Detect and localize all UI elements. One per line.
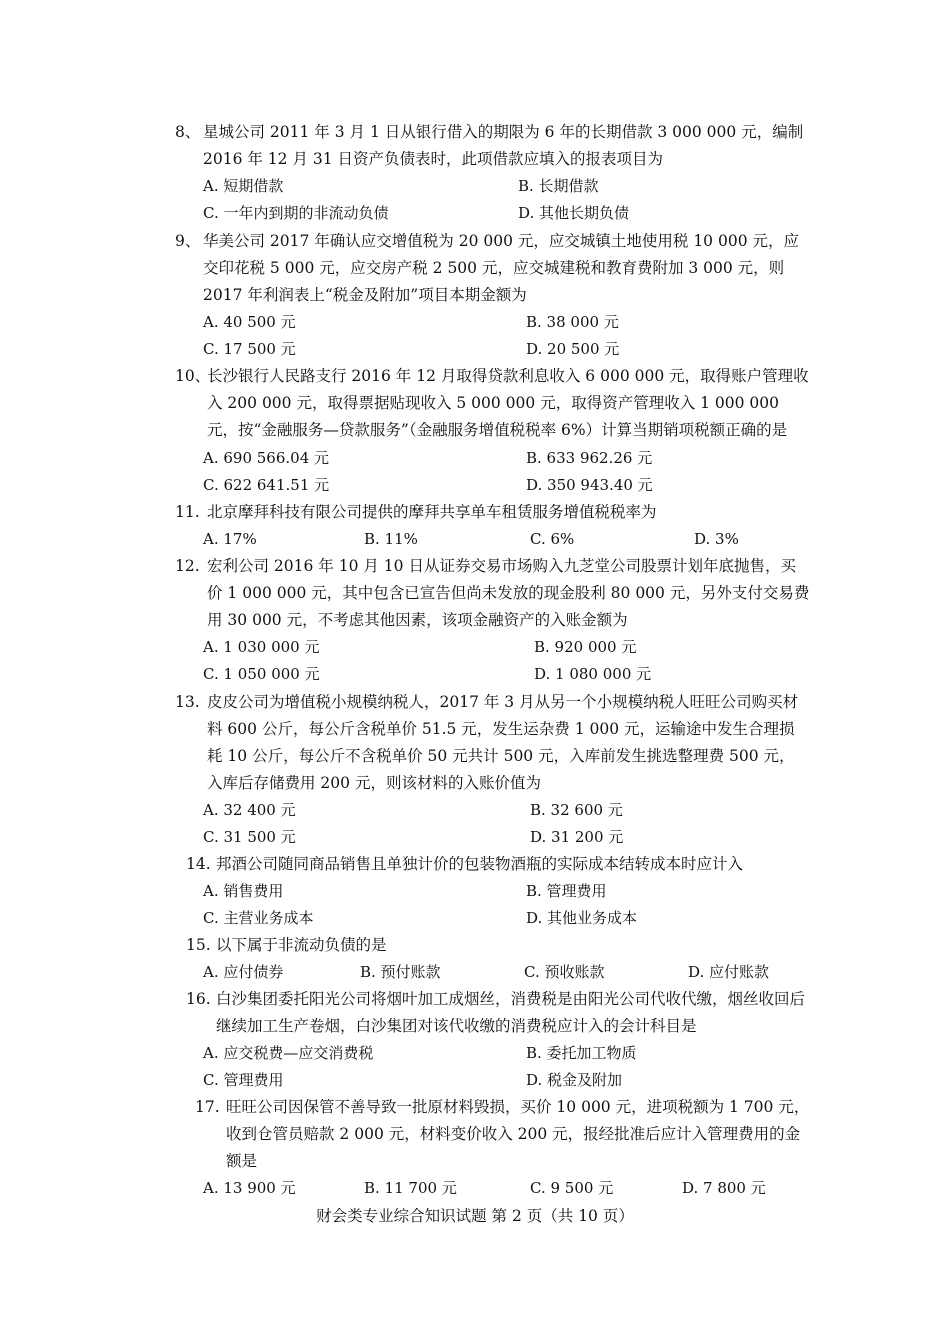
option-b: B. 633 962.26 元 xyxy=(526,449,653,467)
question-text: 旺旺公司因保管不善导致一批原材料毁损，买价 10 000 元，进项税额为 1 700 元，收到仓管员赔款 2 000 元，材料变价收入 200 元，报经批准后应计入管理费用的金额是 xyxy=(226,1098,810,1170)
option-a: A. 应付债券 xyxy=(203,963,284,981)
question-number: 8、 xyxy=(175,123,201,141)
question-text: 白沙集团委托阳光公司将烟叶加工成烟丝，消费税是由阳光公司代收代缴，烟丝收回后继续加工生产卷烟，白沙集团对该代收缴的消费税应计入的会计科目是 xyxy=(216,990,806,1035)
option-d: D. 应付账款 xyxy=(688,963,770,981)
option-c: C. 主营业务成本 xyxy=(203,909,314,927)
option-a: A. 17% xyxy=(203,530,257,548)
option-c: C. 一年内到期的非流动负债 xyxy=(203,204,389,222)
question-text: 北京摩拜科技有限公司提供的摩拜共享单车租赁服务增值税税率为 xyxy=(207,503,657,521)
option-a: A. 1 030 000 元 xyxy=(203,638,320,656)
question-number: 15. xyxy=(186,936,211,954)
option-d: D. 其他长期负债 xyxy=(518,204,630,222)
option-b: B. 11% xyxy=(364,530,418,548)
question-number: 12. xyxy=(175,557,200,575)
question-text: 长沙银行人民路支行 2016 年 12 月取得贷款利息收入 6 000 000 元，取得账户管理收入 200 000 元，取得票据贴现收入 5 000 000 元，取得资产管理收入 1 000 000 元，按“金融服务—贷款服务”（金融服务增值税税率 6%）计算当期销项税额正确的是 xyxy=(207,367,809,439)
question-number: 9、 xyxy=(175,232,201,250)
option-d: D. 1 080 000 元 xyxy=(534,665,652,683)
option-c: C. 9 500 元 xyxy=(530,1179,614,1197)
question-number: 16. xyxy=(186,990,211,1008)
option-a: A. 40 500 元 xyxy=(203,313,296,331)
question-text: 邦酒公司随同商品销售且单独计价的包装物酒瓶的实际成本结转成本时应计入 xyxy=(216,855,744,873)
option-d: D. 税金及附加 xyxy=(526,1071,623,1089)
page-footer: 财会类专业综合知识试题 第 2 页（共 10 页） xyxy=(316,1207,634,1225)
option-b: B. 11 700 元 xyxy=(364,1179,457,1197)
question-number: 10、 xyxy=(175,367,211,385)
option-b: B. 管理费用 xyxy=(526,882,607,900)
option-d: D. 其他业务成本 xyxy=(526,909,638,927)
option-c: C. 6% xyxy=(530,530,575,548)
question-text: 宏利公司 2016 年 10 月 10 日从证券交易市场购入九芝堂公司股票计划年底抛售，买价 1 000 000 元，其中包含已宣告但尚未发放的现金股利 80 000 元，另外支付交易费用 30 000 元，不考虑其他因素，该项金融资产的入账金额为 xyxy=(207,557,810,629)
question-number: 17. xyxy=(195,1098,220,1116)
question-text: 华美公司 2017 年确认应交增值税为 20 000 元，应交城镇土地使用税 10 000 元，应交印花税 5 000 元，应交房产税 2 500 元，应交城建税和教育费附加 3 000 元，则 2017 年利润表上“税金及附加”项目本期金额为 xyxy=(203,232,799,304)
option-b: B. 长期借款 xyxy=(518,177,599,195)
question-number: 13. xyxy=(175,693,200,711)
question-number: 11. xyxy=(175,503,200,521)
option-c: C. 622 641.51 元 xyxy=(203,476,330,494)
option-c: C. 预收账款 xyxy=(524,963,605,981)
option-b: B. 委托加工物质 xyxy=(526,1044,637,1062)
question-text: 以下属于非流动负债的是 xyxy=(216,936,387,954)
option-d: D. 31 200 元 xyxy=(530,828,624,846)
option-a: A. 690 566.04 元 xyxy=(203,449,330,467)
option-b: B. 32 600 元 xyxy=(530,801,623,819)
option-b: B. 预付账款 xyxy=(360,963,441,981)
option-d: D. 20 500 元 xyxy=(526,340,620,358)
option-b: B. 38 000 元 xyxy=(526,313,619,331)
option-b: B. 920 000 元 xyxy=(534,638,637,656)
option-d: D. 350 943.40 元 xyxy=(526,476,653,494)
option-c: C. 17 500 元 xyxy=(203,340,296,358)
option-a: A. 32 400 元 xyxy=(203,801,296,819)
option-d: D. 7 800 元 xyxy=(682,1179,766,1197)
option-a: A. 13 900 元 xyxy=(203,1179,296,1197)
question-text: 星城公司 2011 年 3 月 1 日从银行借入的期限为 6 年的长期借款 3 000 000 元，编制 2016 年 12 月 31 日资产负债表时，此项借款应填入的报表项目为 xyxy=(203,123,804,168)
question-number: 14. xyxy=(186,855,211,873)
option-a: A. 短期借款 xyxy=(203,177,284,195)
option-d: D. 3% xyxy=(694,530,739,548)
option-c: C. 管理费用 xyxy=(203,1071,284,1089)
option-a: A. 应交税费—应交消费税 xyxy=(203,1044,374,1062)
option-c: C. 1 050 000 元 xyxy=(203,665,320,683)
option-c: C. 31 500 元 xyxy=(203,828,296,846)
question-text: 皮皮公司为增值税小规模纳税人，2017 年 3 月从另一个小规模纳税人旺旺公司购买材料 600 公斤，每公斤含税单价 51.5 元，发生运杂费 1 000 元，运输途中发生合理损耗 10 公斤，每公斤不含税单价 50 元共计 500 元，入库前发生挑选整理费 500 元，入库后存储费用 200 元，则该材料的入账价值为 xyxy=(207,693,799,792)
option-a: A. 销售费用 xyxy=(203,882,284,900)
